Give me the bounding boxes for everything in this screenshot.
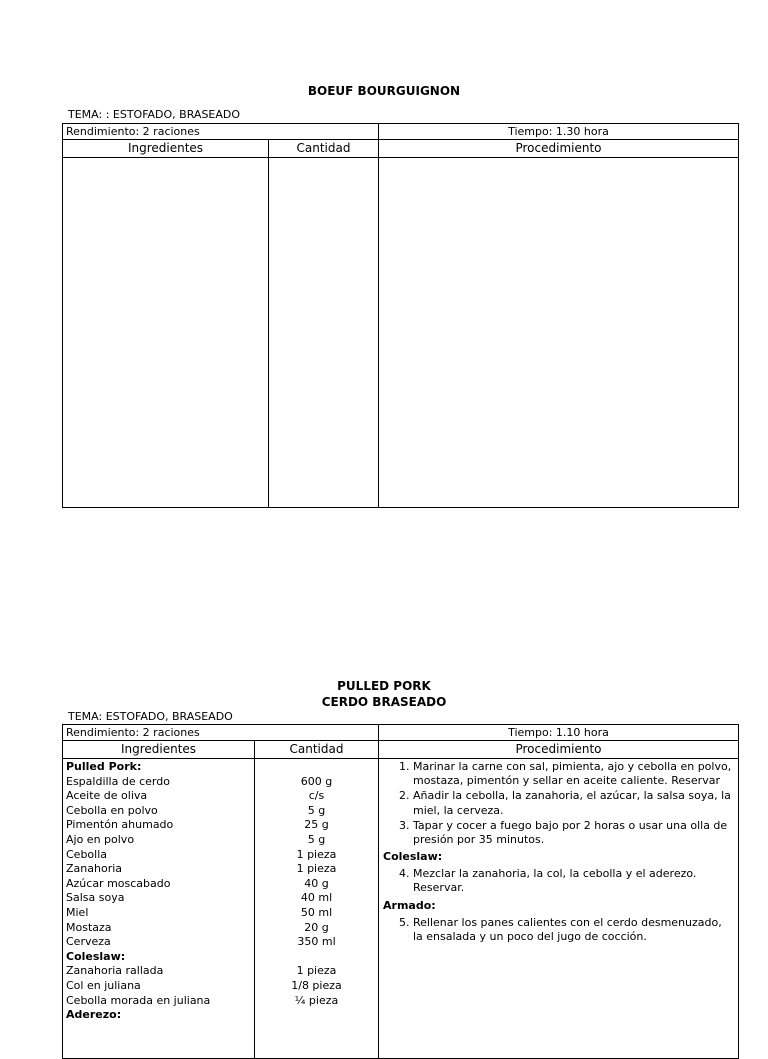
ingredient-name: Pimentón ahumado: [66, 818, 174, 832]
recipe-1-tema: TEMA: : ESTOFADO, BRASEADO: [68, 108, 241, 121]
recipe-1-body-row: [63, 158, 739, 508]
recipe-1-tiempo: Tiempo: 1.30 hora: [379, 124, 739, 140]
procedure-steps-armado: [381, 916, 735, 944]
ingredient-quantity: 1/8 pieza: [291, 978, 342, 992]
ingredient-name: Cebolla: [66, 847, 108, 861]
recipe-2-header-cantidad: Cantidad: [255, 741, 379, 759]
ingredient-quantity: 350 ml: [297, 935, 336, 949]
ingredient-quantity: 5 g: [307, 803, 326, 817]
recipe-1-header-ingredientes: Ingredientes: [63, 140, 269, 158]
ingredient-section-heading: Pulled Pork:: [66, 760, 142, 773]
ingredient-name: Mostaza: [66, 920, 112, 934]
recipe-2-body-row: [63, 759, 739, 1059]
ingredient-name: Col en juliana: [66, 978, 141, 992]
ingredient-section-heading: Aderezo:: [66, 1008, 122, 1022]
recipe-2-tema: TEMA: ESTOFADO, BRASEADO: [68, 710, 233, 723]
recipe-2-title: PULLED PORK: [337, 679, 431, 693]
procedure-step: 3. Tapar y cocer a fuego bajo por 2 horas o usar una olla de presión por 35 minutos.: [413, 819, 735, 847]
ingredient-section-heading: Coleslaw:: [66, 949, 126, 963]
recipe-1-quantity-cell: [269, 158, 379, 508]
recipe-1-ingredients-cell: [63, 158, 269, 508]
recipe-2-table: [62, 724, 739, 1059]
section-coleslaw-heading: Coleslaw:: [383, 850, 443, 864]
recipe-1-header-cantidad: Cantidad: [269, 140, 379, 158]
recipe-2-header-procedimiento: Procedimiento: [379, 741, 739, 759]
recipe-1-rendimiento: Rendimiento: 2 raciones: [63, 124, 379, 140]
recipe-2-header-ingredientes: Ingredientes: [63, 741, 255, 759]
ingredient-quantity: 600 g: [300, 774, 333, 788]
ingredient-quantity: 1 pieza: [296, 964, 337, 978]
ingredient-quantity: 20 g: [304, 920, 329, 934]
procedure-step: 5. Rellenar los panes calientes con el cerdo desmenuzado, la ensalada y un poco del jugo de cocción.: [413, 916, 735, 944]
procedure-step: 1. Marinar la carne con sal, pimienta, ajo y cebolla en polvo, mostaza, pimentón y sellar en aceite caliente. Reservar: [413, 760, 735, 788]
ingredient-quantity: 50 ml: [300, 905, 333, 919]
ingredient-name: Aceite de oliva: [66, 789, 148, 803]
recipe-1-title: BOEUF BOURGUIGNON: [307, 84, 461, 98]
ingredient-quantity: 5 g: [307, 832, 326, 846]
ingredient-quantity: 40 ml: [300, 891, 333, 905]
recipe-2-procedure-cell: [379, 759, 739, 1059]
recipe-2-tiempo: Tiempo: 1.10 hora: [379, 725, 739, 741]
ingredient-name: Ajo en polvo: [66, 832, 135, 846]
recipe-2-quantity-cell: [255, 759, 379, 1059]
procedure-steps-main: [381, 760, 735, 847]
ingredient-quantity: c/s: [308, 789, 325, 803]
ingredient-name: Cebolla morada en juliana: [66, 993, 211, 1007]
ingredient-name: Espaldilla de cerdo: [66, 774, 170, 788]
ingredient-quantity: 1 pieza: [296, 862, 337, 876]
ingredient-quantity: [258, 1008, 375, 1023]
ingredient-name: Zanahoria rallada: [66, 964, 164, 978]
ingredient-quantity: ¼ pieza: [294, 993, 339, 1007]
ingredient-name: Azúcar moscabado: [66, 876, 171, 890]
ingredient-name: Miel: [66, 905, 89, 919]
ingredient-name: Salsa soya: [66, 891, 125, 905]
recipe-1-procedure-cell: [379, 158, 739, 508]
ingredient-quantity: [258, 950, 375, 965]
ingredient-quantity: 40 g: [304, 876, 329, 890]
procedure-step: 4. Mezclar la zanahoria, la col, la cebolla y el aderezo. Reservar.: [413, 867, 735, 895]
recipe-2-rendimiento: Rendimiento: 2 raciones: [63, 725, 379, 741]
ingredient-quantity: 1 pieza: [296, 847, 337, 861]
ingredient-name: Cerveza: [66, 935, 111, 949]
section-armado-heading: Armado:: [383, 898, 436, 912]
recipe-1-header-procedimiento: Procedimiento: [379, 140, 739, 158]
procedure-step: 2. Añadir la cebolla, la zanahoria, el azúcar, la salsa soya, la miel, la cerveza.: [413, 789, 735, 817]
recipe-2-subtitle: CERDO BRASEADO: [321, 695, 447, 709]
recipe-2-ingredients-cell: [63, 759, 255, 1059]
ingredient-name: Cebolla en polvo: [66, 803, 158, 817]
recipe-1-table: [62, 123, 739, 508]
ingredient-quantity: 25 g: [304, 818, 329, 832]
ingredient-name: Zanahoria: [66, 862, 123, 876]
procedure-steps-coleslaw: [381, 867, 735, 895]
ingredient-quantity: [258, 760, 375, 775]
